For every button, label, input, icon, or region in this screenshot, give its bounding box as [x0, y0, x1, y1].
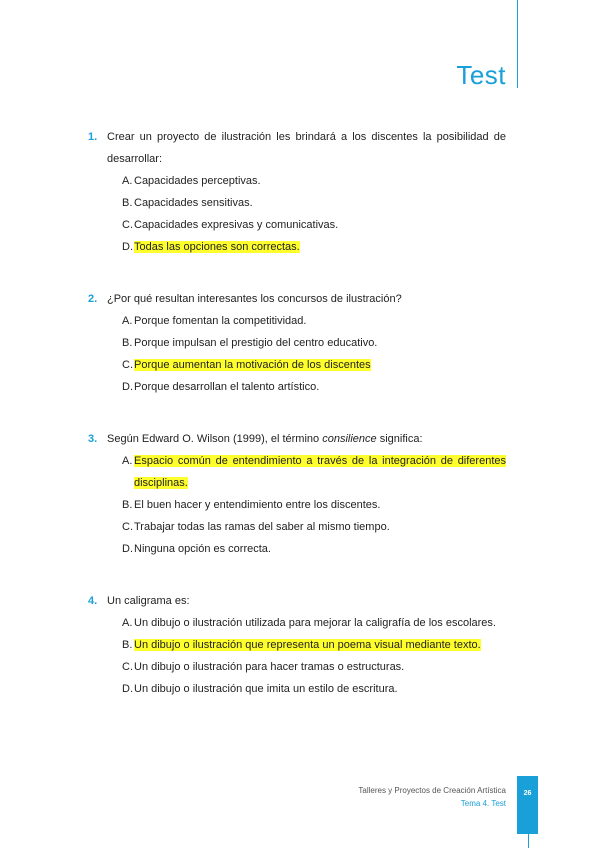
- option-text: Un dibujo o ilustración utilizada para mejorar la caligrafía de los escolares.: [134, 617, 496, 629]
- highlighted-answer: Un dibujo o ilustración que representa un poema visual mediante texto.: [134, 639, 481, 651]
- question-4: [88, 590, 506, 700]
- option-a: [122, 612, 506, 634]
- options-list: [122, 612, 506, 700]
- question-text-emphasis: consilience: [322, 433, 377, 445]
- option-d: [122, 376, 506, 398]
- option-text: El buen hacer y entendimiento entre los discentes.: [134, 499, 381, 511]
- footer-book-title: Talleres y Proyectos de Creación Artística: [358, 786, 506, 795]
- option-text: Capacidades sensitivas.: [134, 197, 253, 209]
- option-c: [122, 656, 506, 678]
- option-text: Porque desarrollan el talento artístico.: [134, 381, 320, 393]
- option-label: D.: [122, 683, 133, 695]
- question-2: [88, 288, 506, 398]
- option-a: [122, 170, 506, 192]
- option-c-correct: [122, 354, 506, 376]
- page-number-tab: [517, 776, 538, 834]
- options-list: [122, 170, 506, 258]
- option-d: [122, 678, 506, 700]
- question-3: [88, 428, 506, 560]
- page-title: Test: [456, 60, 506, 90]
- option-label: A.: [122, 315, 133, 327]
- question-text: [107, 428, 506, 450]
- option-text: Capacidades expresivas y comunicativas.: [134, 219, 339, 231]
- option-label: B.: [122, 499, 133, 511]
- question-list: [88, 126, 506, 700]
- highlighted-answer: Porque aumentan la motivación de los discentes: [134, 359, 371, 371]
- option-text: Trabajar todas las ramas del saber al mismo tiempo.: [134, 521, 390, 533]
- footer-rule: [528, 834, 529, 848]
- footer-topic: Tema 4. Test: [460, 799, 506, 808]
- option-label: C.: [122, 359, 133, 371]
- question-number: 1.: [88, 131, 98, 143]
- option-label: B.: [122, 639, 133, 651]
- option-label: C.: [122, 661, 133, 673]
- question-number: 4.: [88, 595, 98, 607]
- option-d-correct: [122, 236, 506, 258]
- page-number: 26: [523, 790, 532, 797]
- header-rule: [517, 0, 518, 88]
- option-a: [122, 310, 506, 332]
- option-text: Un dibujo o ilustración que imita un estilo de escritura.: [134, 683, 398, 695]
- option-b: [122, 192, 506, 214]
- options-list: [122, 310, 506, 398]
- question-number: 3.: [88, 433, 98, 445]
- option-c: [122, 214, 506, 236]
- question-number: 2.: [88, 293, 98, 305]
- option-b: [122, 494, 506, 516]
- option-label: C.: [122, 219, 133, 231]
- option-b-correct: [122, 634, 506, 656]
- option-text: Porque impulsan el prestigio del centro educativo.: [134, 337, 378, 349]
- option-label: D.: [122, 543, 133, 555]
- page-footer: [358, 784, 506, 810]
- option-text: Un dibujo o ilustración para hacer tramas o estructuras.: [134, 661, 405, 673]
- question-text-start: Según Edward O. Wilson (1999), el término: [107, 433, 323, 445]
- option-label: A.: [122, 455, 133, 467]
- option-label: D.: [122, 381, 133, 393]
- option-label: A.: [122, 175, 133, 187]
- option-text: Porque fomentan la competitividad.: [134, 315, 307, 327]
- option-label: A.: [122, 617, 133, 629]
- option-label: C.: [122, 521, 133, 533]
- highlighted-answer: Todas las opciones son correctas.: [134, 241, 300, 253]
- option-a-correct: [122, 450, 506, 494]
- option-text: Ninguna opción es correcta.: [134, 543, 271, 555]
- options-list: [122, 450, 506, 560]
- option-label: D.: [122, 241, 133, 253]
- option-d: [122, 538, 506, 560]
- option-text: Capacidades perceptivas.: [134, 175, 261, 187]
- question-text: ¿Por qué resultan interesantes los concursos de ilustración?: [107, 293, 402, 305]
- question-text: Crear un proyecto de ilustración les brindará a los discentes la posibilidad de desarrollar:: [107, 131, 506, 165]
- option-c: [122, 516, 506, 538]
- highlighted-answer: Espacio común de entendimiento a través de la integración de diferentes disciplinas.: [134, 455, 506, 489]
- question-text-end: significa:: [376, 433, 423, 445]
- question-1: [88, 126, 506, 258]
- option-label: B.: [122, 337, 133, 349]
- option-label: B.: [122, 197, 133, 209]
- question-text: Un caligrama es:: [107, 595, 190, 607]
- option-b: [122, 332, 506, 354]
